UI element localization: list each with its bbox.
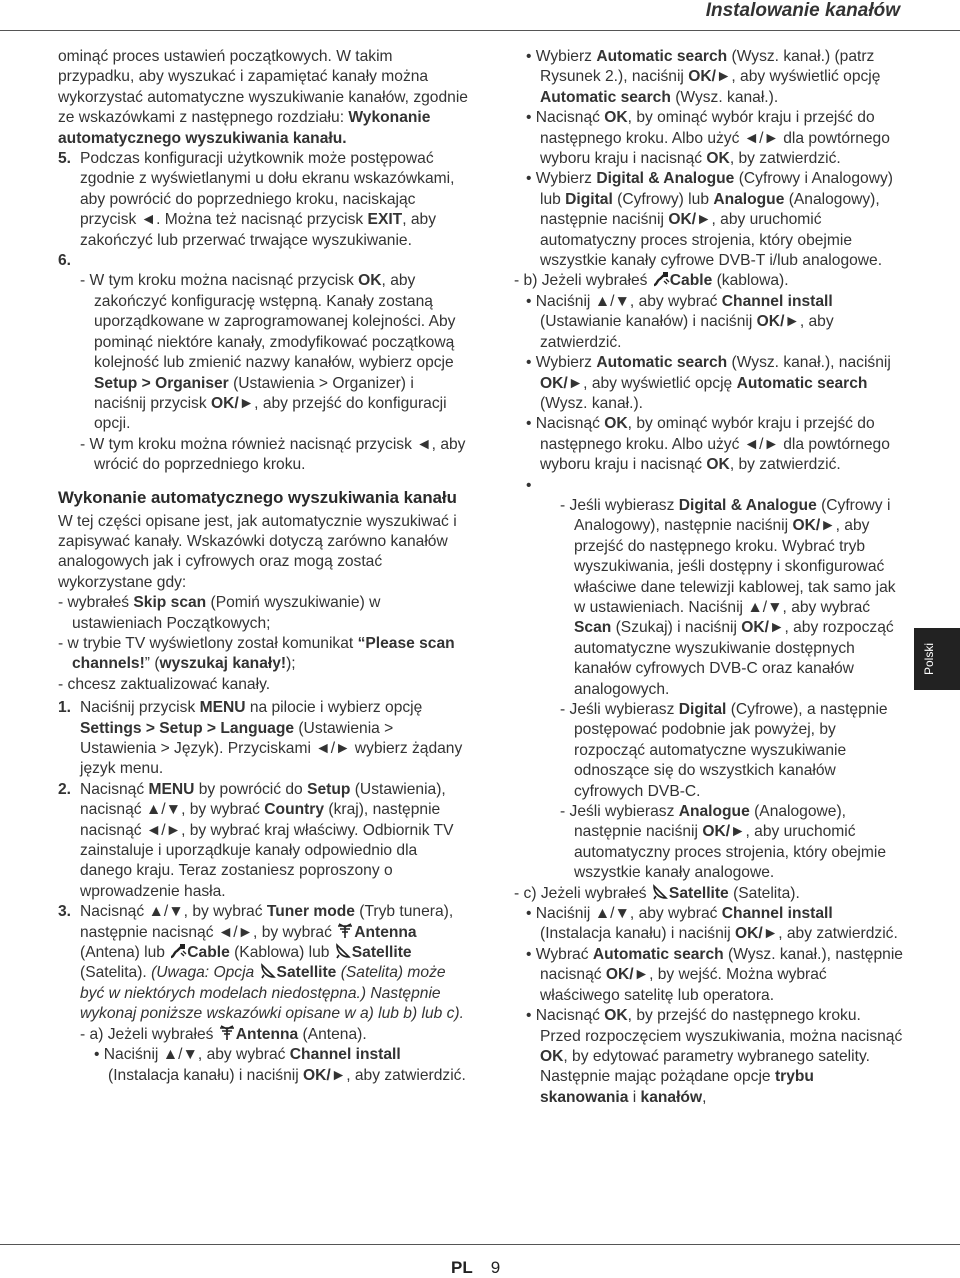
text: - a) Jeżeli wybrałeś xyxy=(80,1025,218,1043)
text: , by zatwierdzić. xyxy=(729,150,841,168)
step-2 xyxy=(58,780,468,902)
step-3 xyxy=(58,902,468,1024)
text: (Tryb tunera), następnie nacisnąć ◄/►, by wybrać xyxy=(80,903,454,941)
text-bold: OK/► xyxy=(688,68,732,86)
section-heading: Wykonanie automatycznego wyszukiwania kanału xyxy=(58,487,457,507)
text-bold: Digital & Analogue xyxy=(678,496,817,514)
text: - W tym kroku można nacisnąć przycisk xyxy=(80,272,359,290)
condition-1 xyxy=(58,593,468,634)
text-bold: Channel install xyxy=(721,905,833,923)
text-bold: OK xyxy=(540,1047,564,1065)
text-bold: OK xyxy=(706,456,730,474)
text: (Satelita). xyxy=(80,964,152,982)
text-bold: Satellite xyxy=(351,944,412,962)
text: - Jeśli wybierasz xyxy=(560,496,679,514)
text-bold: Skip scan xyxy=(133,594,207,612)
text: , xyxy=(702,1088,707,1106)
text-bold: OK xyxy=(604,109,628,127)
section-intro: W tej części opisane jest, jak automatycznie wyszukiwać i zapisywać kanały. Wskazówki dotyczą zarówno kanałów analogowych jak i cyfrowych oraz mogą zostać wykorzystane gdy: xyxy=(58,512,457,591)
option-b-bullet-1 xyxy=(514,292,904,353)
option-b-bullet-2 xyxy=(514,353,904,414)
text-bold: Settings > Setup > Language xyxy=(80,719,295,737)
option-b-sub-1 xyxy=(514,496,904,700)
step-number: 6. xyxy=(58,252,72,270)
condition-2 xyxy=(58,634,468,675)
text-bold: OK/► xyxy=(605,966,650,984)
text-bold: OK xyxy=(358,272,382,290)
text: - wybrałeś xyxy=(58,594,134,612)
right-column xyxy=(514,47,904,1108)
option-c-bullet-3 xyxy=(514,1006,904,1108)
text: • Naciśnij ▲/▼, aby wybrać xyxy=(526,905,722,923)
language-side-tab-label: Polski xyxy=(922,642,936,675)
text-bold: Automatic search xyxy=(592,945,724,963)
option-b-bullet-4: • xyxy=(526,476,532,494)
text-bold: trybu skanowania xyxy=(540,1068,814,1106)
text: - b) Jeżeli wybrałeś xyxy=(514,272,652,290)
text: (Ustawienia > Organizer) i naciśnij przycisk xyxy=(94,374,414,412)
text-bold: Country xyxy=(264,801,325,819)
text-bold: OK/► xyxy=(735,925,779,943)
text: • Wybierz xyxy=(526,48,597,65)
text: (Ustawienia > Ustawienia > Język). Przyciskami ◄/► wybierz żądany język menu. xyxy=(80,719,463,778)
text-bold: Automatic search xyxy=(596,354,728,372)
text-bold: Cable xyxy=(669,272,713,290)
footer-divider xyxy=(0,1244,960,1245)
text: (Ustawienia), nacisnąć ▲/▼, by wybrać xyxy=(80,780,446,819)
antenna-icon xyxy=(336,923,354,939)
left-column xyxy=(58,47,468,1086)
footer-language: PL xyxy=(451,1258,473,1277)
satellite-icon xyxy=(259,963,277,979)
option-a-bullet-4 xyxy=(514,169,904,271)
step-number: 5. xyxy=(58,150,72,168)
text: (kraj), następnie nacisnąć ◄/►, by wybrać kraj właściwy. Odbiornik TV zainstaluje i uporządkuje kanały odpowiednio dla danego kraju. Teraz zostaniesz poproszony o wprowadzenie hasła. xyxy=(80,801,454,900)
cable-icon xyxy=(652,271,670,287)
condition-3: - chcesz zaktualizować kanały. xyxy=(58,675,271,693)
text: , by zatwierdzić. xyxy=(729,456,841,474)
text: (Kablowa) lub xyxy=(229,944,334,962)
text: (Cyfrowy i Analogowy) lub xyxy=(540,170,893,208)
text: Nacisnąć xyxy=(80,780,149,798)
text-bold: OK/► xyxy=(210,394,255,412)
text-bold: Channel install xyxy=(721,292,833,310)
text-bold: Automatic search xyxy=(540,88,671,106)
step-6 xyxy=(58,251,468,271)
option-b-bullet-3 xyxy=(514,414,904,475)
satellite-icon xyxy=(651,884,669,900)
text-bold: EXIT xyxy=(367,211,403,229)
step-number: 1. xyxy=(58,699,72,717)
text: ); xyxy=(286,655,296,673)
text: (Wysz. kanał.), naciśnij xyxy=(727,354,891,372)
step-5 xyxy=(58,149,468,251)
step-number: 3. xyxy=(58,903,72,921)
page-header-title: Instalowanie kanałów xyxy=(705,0,900,21)
option-a xyxy=(58,1025,468,1045)
antenna-icon xyxy=(218,1025,236,1041)
text-bold: OK/► xyxy=(792,517,836,535)
text-bold: Automatic search xyxy=(736,374,868,392)
text: (Pomiń wyszukiwanie) w ustawieniach Początkowych; xyxy=(72,594,381,632)
text: , aby zatwierdzić. xyxy=(540,313,834,351)
text-bold: OK/► xyxy=(741,619,785,637)
text: , by wejść. Można wybrać właściwego satelitę lub operatora. xyxy=(540,966,827,1004)
option-c-bullet-2 xyxy=(514,945,904,1006)
text-bold: Antenna xyxy=(354,923,417,941)
text: , aby uruchomić automatyczny proces strojenia, który obejmie wszystkie kanały analogowe. xyxy=(574,823,887,882)
text-bold: OK/► xyxy=(540,374,584,392)
text: • Naciśnij ▲/▼, aby wybrać xyxy=(526,292,722,310)
text-bold: MENU xyxy=(199,699,246,717)
text-bold: Setup > Organiser xyxy=(94,374,229,392)
text-bold: OK xyxy=(706,150,730,168)
text: (Antena). xyxy=(298,1025,367,1043)
text: • Wybierz xyxy=(526,170,597,188)
text: , aby zakończyć konfigurację wstępną. Kanały zostaną uporządkowane w zaprogramowanej kolejności. Aby pominąć niektóre kanały, zmodyfikować początkową kolejność lub zmienić nazwy kanałów, wybierz opcje xyxy=(94,272,456,372)
text-bold: Satellite xyxy=(668,884,729,902)
text: (Instalacja kanału) i naciśnij xyxy=(540,925,736,943)
text: (Cyfrowy i Analogowy), następnie naciśnij xyxy=(574,496,891,535)
option-b xyxy=(514,271,904,291)
text: Nacisnąć ▲/▼, by wybrać xyxy=(80,903,267,921)
text: • Wybrać xyxy=(526,945,593,963)
text-bold: OK/► xyxy=(702,823,746,841)
text-bold: OK xyxy=(604,415,628,433)
step-number: 2. xyxy=(58,780,72,798)
text: - W tym kroku można również nacisnąć przycisk ◄, aby wrócić do poprzedniego kroku. xyxy=(80,435,466,474)
text: , aby przejść do konfiguracji opcji. xyxy=(94,394,447,433)
text: (Instalacja kanału) i naciśnij xyxy=(108,1066,304,1084)
text: , by ominąć wybór kraju i przejść do następnego kroku. Albo użyć ◄/► dla powtórnego wyboru kraju i nacisnąć xyxy=(540,109,890,168)
text: - Jeśli wybierasz xyxy=(560,803,679,821)
text: (Ustawianie kanałów) i naciśnij xyxy=(540,313,757,331)
step-1 xyxy=(58,698,468,780)
text-italic: (Satelita) może być w niektórych modelach niedostępna.) Następnie wykonaj poniższe wskazówki opisane w a) lub b) lub c). xyxy=(80,964,464,1023)
satellite-icon xyxy=(334,943,352,959)
text: (Cyfrowe), a następnie postępować podobnie jak powyżej, by rozpocząć automatyczne wyszukiwanie odnoszące się do wszystkich kanałów cyfrowych DVB-C. xyxy=(574,701,888,800)
option-a-bullet-1 xyxy=(58,1045,468,1086)
text-bold: OK/► xyxy=(756,313,800,331)
text: ominąć proces ustawień początkowych. W takim przypadku, aby wyszukać i zapamiętać kanały można wykorzystać automatyczne wyszukiwanie kanałów, zgodnie ze wskazówkami z następnego rozdziału: xyxy=(58,48,468,127)
option-b-sub-2 xyxy=(514,700,904,802)
text-bold: MENU xyxy=(148,780,195,798)
text: na pilocie i wybierz opcję xyxy=(245,699,423,717)
text: ” ( xyxy=(144,655,160,673)
text-bold: Satellite xyxy=(276,964,337,982)
option-c-bullet-1 xyxy=(514,904,904,945)
text: - Jeśli wybierasz xyxy=(560,701,679,718)
text-bold: Channel install xyxy=(289,1046,401,1064)
option-c xyxy=(514,884,904,904)
text: (Antena) lub xyxy=(80,944,170,962)
text: , aby uruchomić automatyczny proces strojenia, który obejmie wszystkie kanały cyfrowe DVB-T i/lub analogowe. xyxy=(540,211,883,270)
text: (kablowa). xyxy=(712,272,789,290)
text-bold: OK/► xyxy=(668,211,712,229)
text: Naciśnij przycisk xyxy=(80,699,200,717)
page-footer xyxy=(451,1258,500,1278)
text: • Nacisnąć xyxy=(526,415,605,433)
text-bold: Tuner mode xyxy=(266,903,355,921)
text-bold: Scan xyxy=(574,619,612,637)
intro-continuation xyxy=(58,47,468,149)
text-bold: Digital xyxy=(565,190,613,208)
text-bold: wyszukaj kanały! xyxy=(159,655,287,673)
step-6-item-2 xyxy=(58,435,468,476)
text-bold: Analogue xyxy=(713,190,785,208)
text-bold: Antenna xyxy=(235,1025,299,1043)
text: , by edytować parametry wybranego satelity. Następnie mając pożądane opcje xyxy=(540,1047,870,1086)
text: • Nacisnąć xyxy=(526,109,605,127)
text: (Satelita). xyxy=(728,884,800,902)
text-bold: Digital xyxy=(678,701,727,718)
text: • Naciśnij ▲/▼, aby wybrać xyxy=(94,1046,290,1064)
text: , by ominąć wybór kraju i przejść do następnego kroku. Albo użyć ◄/► dla powtórnego wyboru kraju i nacisnąć xyxy=(540,415,890,474)
text-bold: OK/► xyxy=(303,1066,347,1084)
text: , aby wyświetlić opcję xyxy=(731,68,881,86)
text-bold: Digital & Analogue xyxy=(596,170,735,188)
text-bold: kanałów xyxy=(640,1088,703,1106)
text-bold: Analogue xyxy=(678,803,750,821)
text-bold: OK xyxy=(604,1007,628,1025)
option-b-sub-3 xyxy=(514,802,904,884)
option-a-bullet-2 xyxy=(514,47,904,108)
header-bar xyxy=(0,0,960,31)
text: , aby zatwierdzić. xyxy=(346,1066,466,1084)
text-bold: Cable xyxy=(187,944,230,962)
text-bold: Wykonanie automatycznego wyszukiwania kanału. xyxy=(58,109,431,147)
text: , aby wyświetlić opcję xyxy=(583,374,737,392)
text: (Szukaj) i naciśnij xyxy=(611,619,742,637)
text: (Wysz. kanał.), następnie nacisnąć xyxy=(540,945,903,984)
text: (Wysz. kanał.). xyxy=(670,88,779,106)
text-bold: Automatic search xyxy=(596,48,728,65)
text: (Wysz. kanał.). xyxy=(540,394,643,412)
text: (Cyfrowy) lub xyxy=(612,190,714,208)
text: , aby rozpocząć automatyczne wyszukiwanie dostępnych kanałów cyfrowych DVB-C oraz kanałów analogowych. xyxy=(574,619,894,698)
text: , aby przejść do następnego kroku. Wybrać tryb wyszukiwania, jeśli dostępny i skonfigurować właściwe dane telewizji kablowej, tak samo jak w ustawieniach. Naciśnij ▲/▼, aby wybrać xyxy=(574,517,896,616)
option-a-bullet-3 xyxy=(514,108,904,169)
step-6-item-1 xyxy=(58,271,468,434)
text-bold: “Please scan channels! xyxy=(72,634,455,673)
text: - w trybie TV wyświetlony został komunikat xyxy=(58,634,358,652)
page-number: 9 xyxy=(490,1258,501,1277)
text: i xyxy=(628,1088,641,1106)
text: by powrócić do xyxy=(194,780,308,798)
text: • Wybierz xyxy=(526,354,597,372)
text: , aby zakończyć lub przerwać trwające wyszukiwanie. xyxy=(80,211,437,249)
text-italic: (Uwaga: Opcja xyxy=(151,964,259,982)
text: Podczas konfiguracji użytkownik może postępować zgodnie z wyświetlanymi u dołu ekranu wskazówkami, aby powrócić do poprzedniego kroku, naciskając przycisk ◄. Można też nacisnąć przycisk xyxy=(80,150,455,229)
cable-icon xyxy=(169,943,187,959)
text: , by przejść do następnego kroku. Przed rozpoczęciem wyszukiwania, można nacisnąć xyxy=(540,1007,903,1045)
text: (Analogowy), następnie naciśnij xyxy=(540,190,880,229)
text: • Nacisnąć xyxy=(526,1007,605,1025)
text: - c) Jeżeli wybrałeś xyxy=(514,884,651,902)
text: , aby zatwierdzić. xyxy=(778,925,898,943)
text: (Analogowe), następnie naciśnij xyxy=(574,803,846,841)
text-bold: Setup xyxy=(307,780,351,798)
text: (Wysz. kanał.) (patrz Rysunek 2.), naciśnij xyxy=(540,48,875,86)
language-side-tab xyxy=(914,628,960,690)
